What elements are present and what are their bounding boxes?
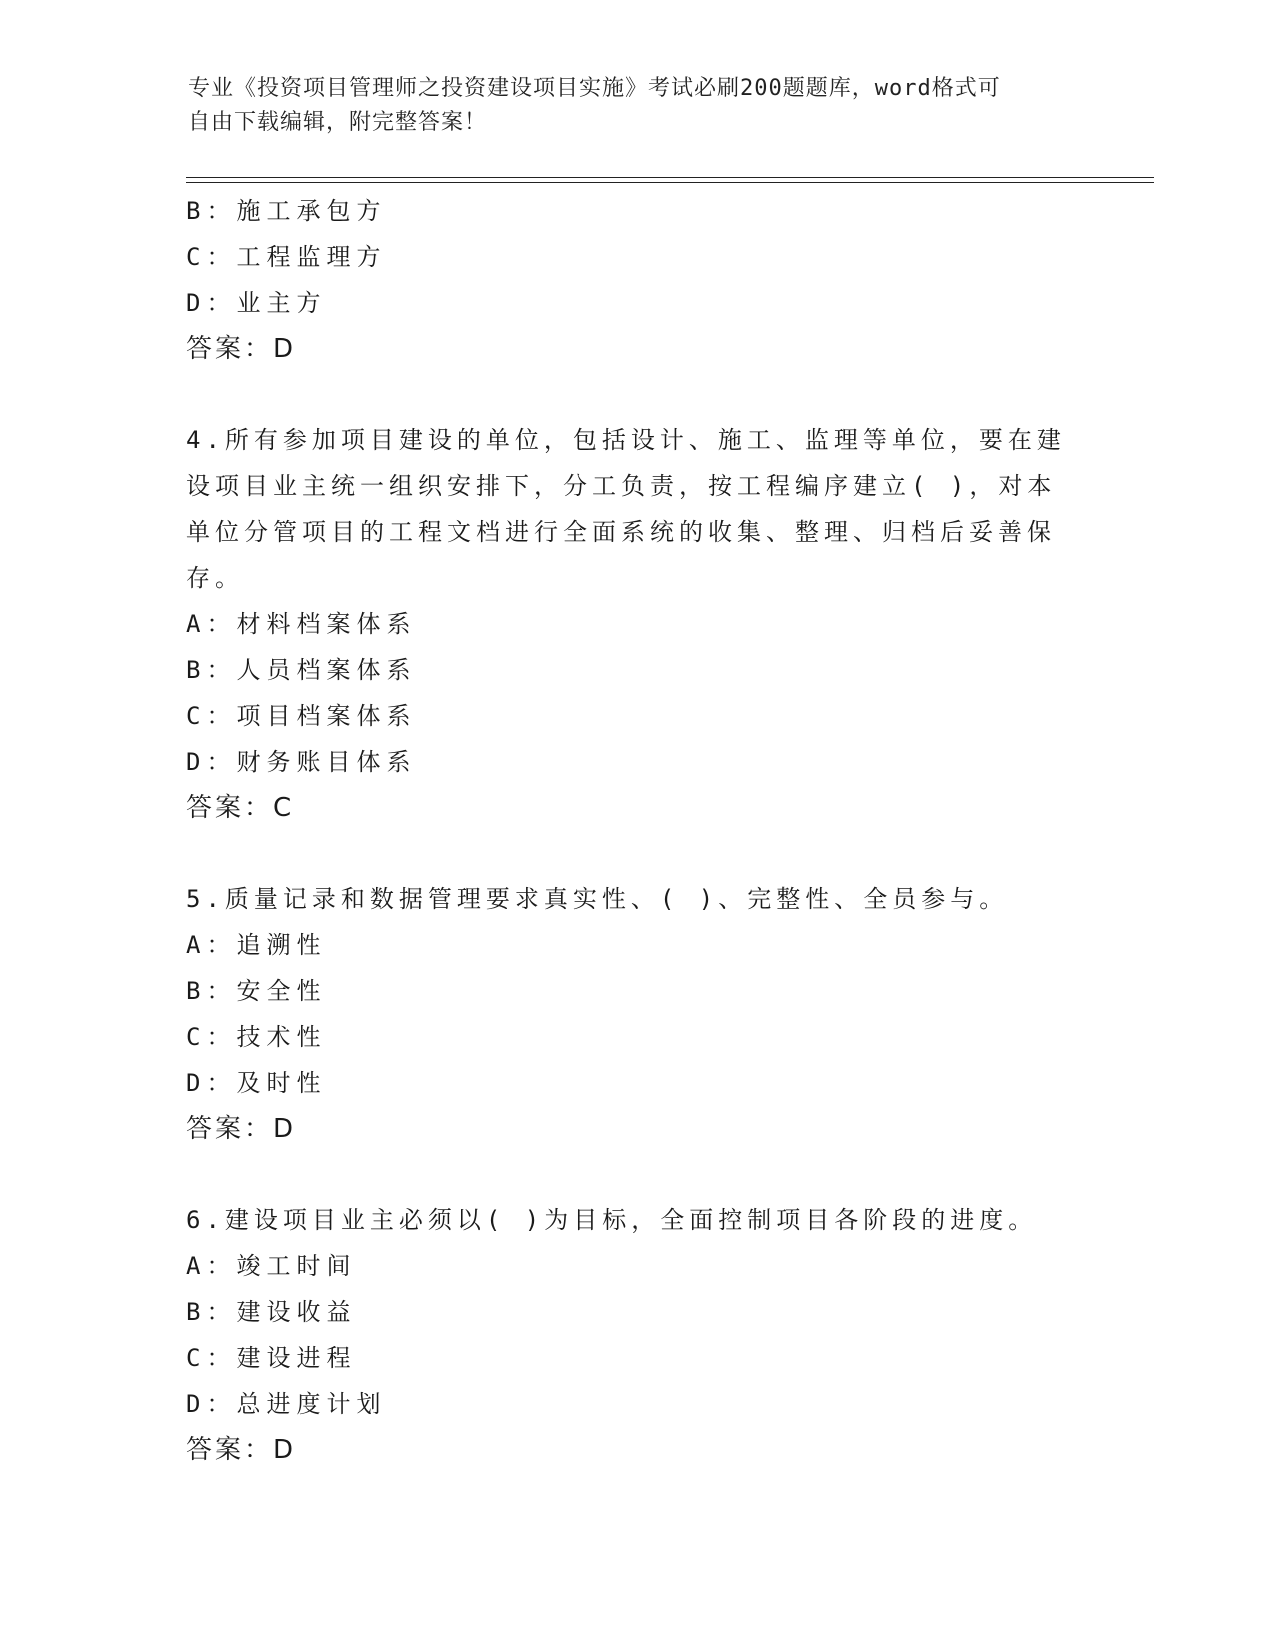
option-b: B：施工承包方 xyxy=(186,197,387,225)
option-c: C：技术性 xyxy=(186,1023,327,1051)
option-b: B：安全性 xyxy=(186,977,327,1005)
document-header xyxy=(188,72,1088,140)
answer: 答案：C xyxy=(186,793,295,823)
question-list xyxy=(186,188,1086,1473)
option-a: A：追溯性 xyxy=(186,931,327,959)
option-a: A：竣工时间 xyxy=(186,1252,357,1280)
option-d: D：总进度计划 xyxy=(186,1390,387,1418)
question-text-line: 5.质量记录和数据管理要求真实性、( )、完整性、全员参与。 xyxy=(186,885,1009,913)
option-c: C：项目档案体系 xyxy=(186,702,417,730)
header-line-1: 专业《投资项目管理师之投资建设项目实施》考试必刷200题题库，word格式可 xyxy=(188,76,1001,101)
header-double-rule xyxy=(186,177,1154,183)
option-c: C：建设进程 xyxy=(186,1344,357,1372)
question-text-line: 6.建设项目业主必须以( )为目标，全面控制项目各阶段的进度。 xyxy=(186,1206,1038,1234)
option-d: D：及时性 xyxy=(186,1069,327,1097)
answer: 答案：D xyxy=(186,1435,297,1465)
question-4 xyxy=(186,417,1086,831)
question-5 xyxy=(186,876,1086,1152)
option-d: D：业主方 xyxy=(186,289,327,317)
option-a: A：材料档案体系 xyxy=(186,610,417,638)
answer: 答案：D xyxy=(186,334,297,364)
question-3-continued xyxy=(186,188,1086,372)
answer: 答案：D xyxy=(186,1114,297,1144)
option-c: C：工程监理方 xyxy=(186,243,387,271)
question-text-line: 4.所有参加项目建设的单位，包括设计、施工、监理等单位，要在建 xyxy=(186,426,1066,454)
header-line-2: 自由下载编辑，附完整答案！ xyxy=(188,110,488,135)
question-text-line: 设项目业主统一组织安排下，分工负责，按工程编序建立( )，对本 xyxy=(186,472,1057,500)
option-b: B：建设收益 xyxy=(186,1298,357,1326)
option-d: D：财务账目体系 xyxy=(186,748,417,776)
option-b: B：人员档案体系 xyxy=(186,656,417,684)
question-6 xyxy=(186,1197,1086,1473)
question-text-line: 单位分管项目的工程文档进行全面系统的收集、整理、归档后妥善保 xyxy=(186,518,1056,546)
question-text-line: 存。 xyxy=(186,564,244,592)
